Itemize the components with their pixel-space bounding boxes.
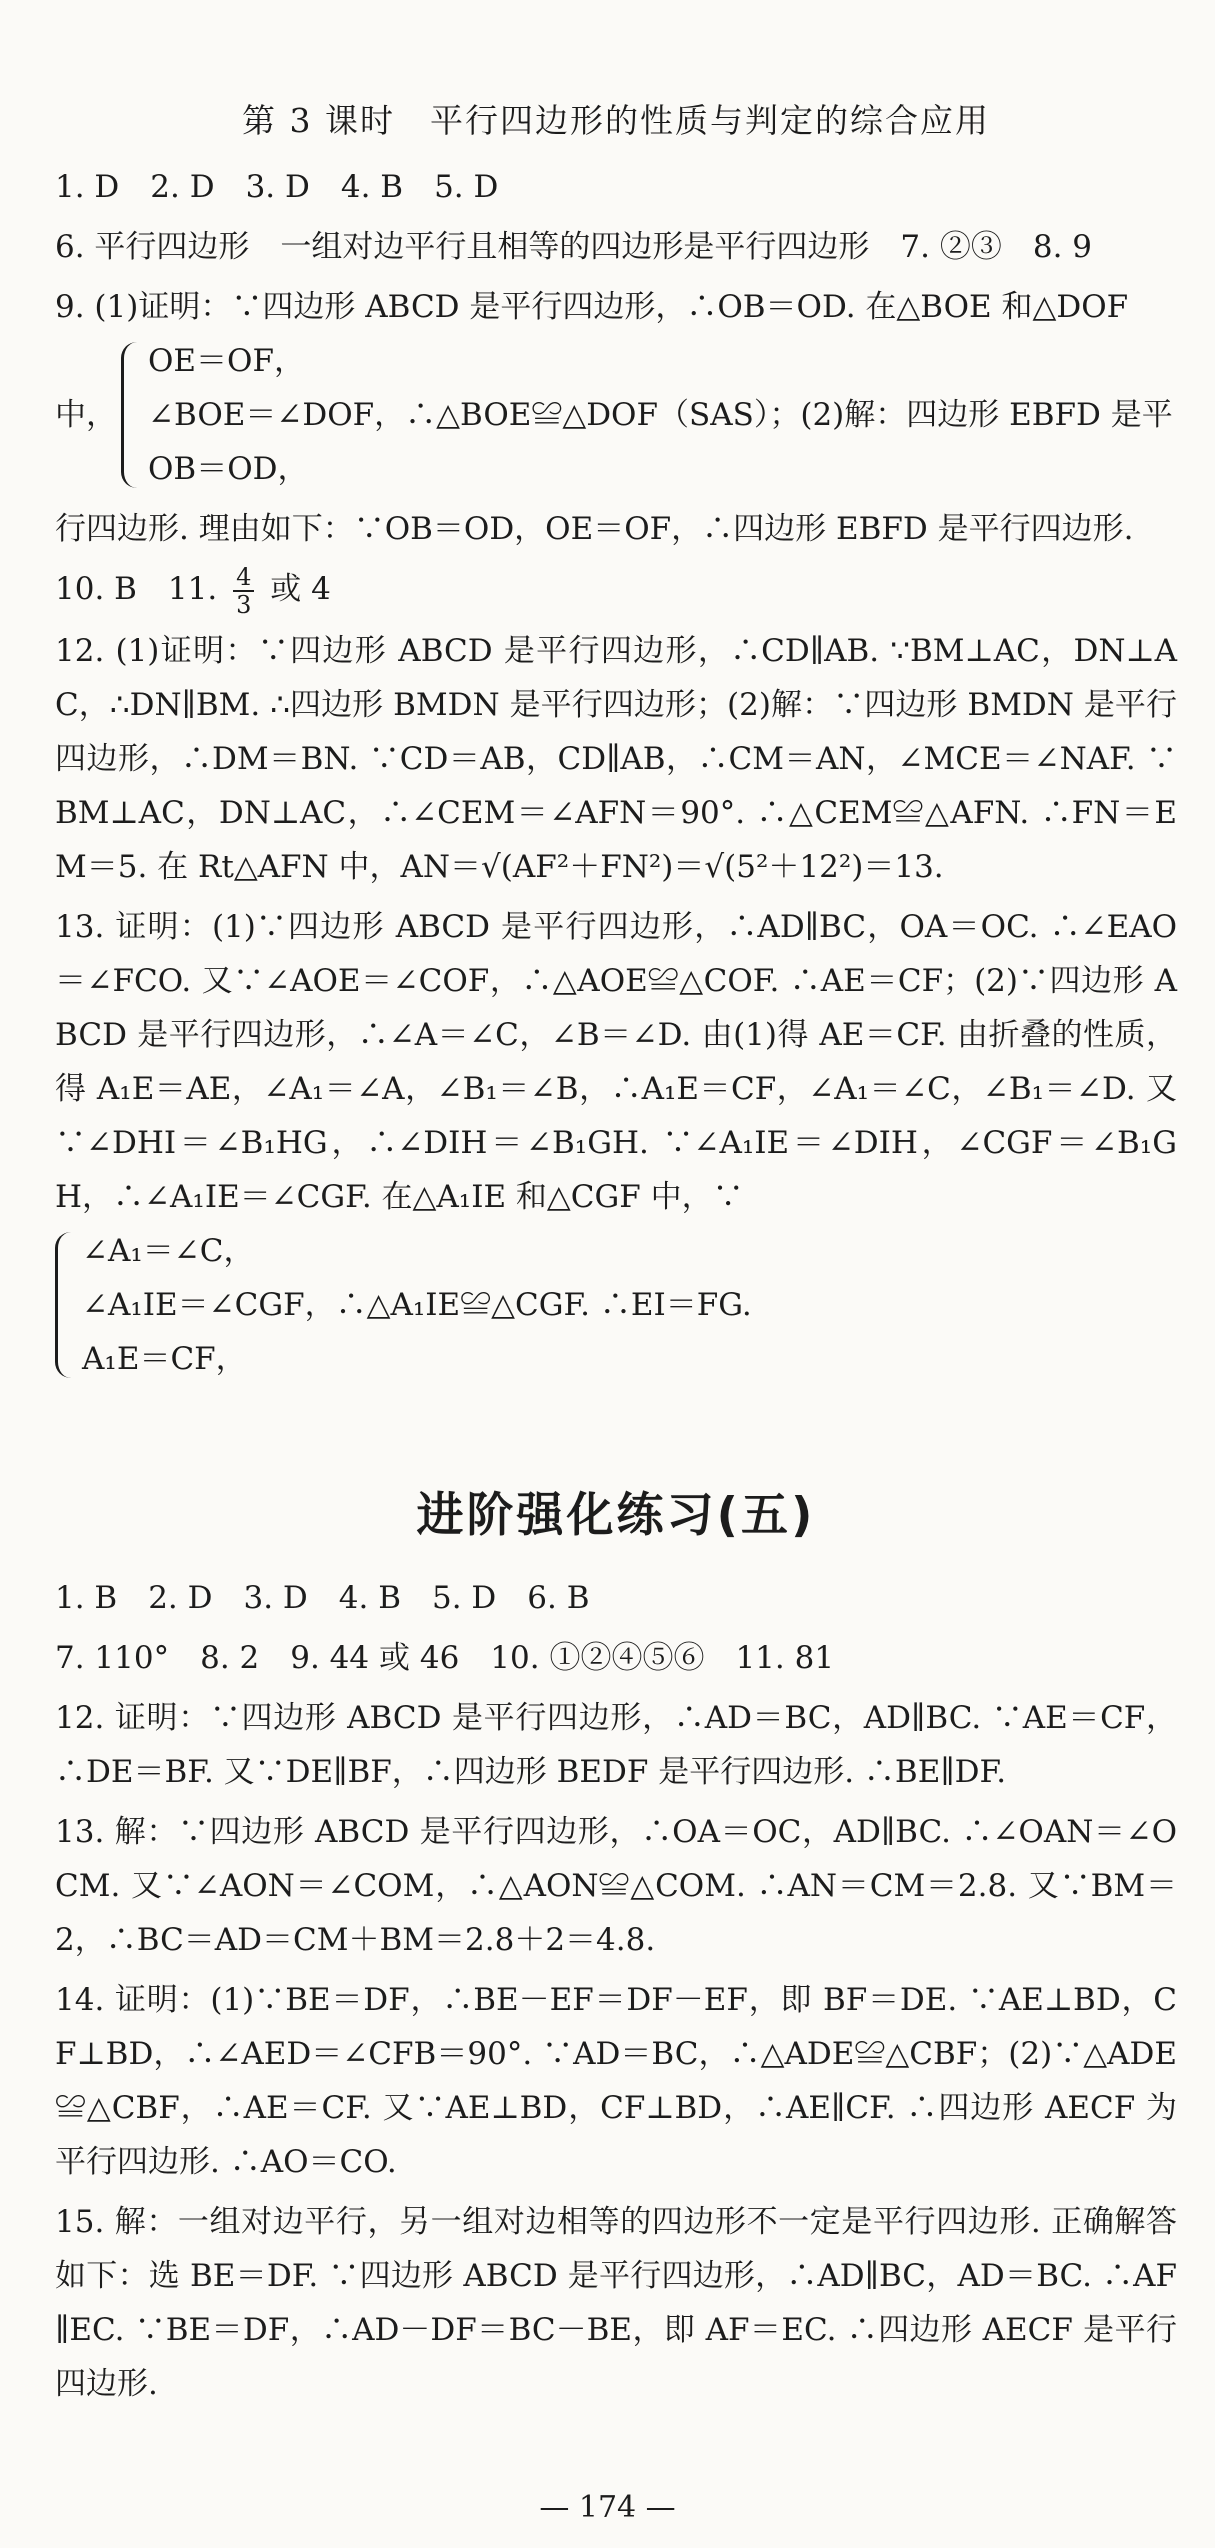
practice-q15: 15. 解：一组对边平行，另一组对边相等的四边形不一定是平行四边形. 正确解答如下：选 BE＝DF. ∵四边形 ABCD 是平行四边形，∴AD∥BC，AD＝BC. ∴AF∥EC. ∵BE＝DF，∴AD－DF＝BC－BE，即 AF＝EC. ∴四边形 AECF 是平行四边形.	[55, 2203, 1177, 2402]
q13-solution: 13. 证明：(1)∵四边形 ABCD 是平行四边形，∴AD∥BC，OA＝OC. ∴∠EAO＝∠FCO. 又∵∠AOE＝∠COF，∴△AOE≌△COF. ∴AE＝CF；(2)∵四边形 ABCD 是平行四边形，∴∠A＝∠C，∠B＝∠D. 由(1)得 AE＝CF. 由折叠的性质，得 A₁E＝AE，∠A₁＝∠A，∠B₁＝∠B，∴A₁E＝CF，∠A₁＝∠C，∠B₁＝∠D. 又∵∠DHI＝∠B₁HG，∴∠DIH＝∠B₁GH. ∵∠A₁IE＝∠DIH，∠CGF＝∠B₁GH，∴∠A₁IE＝∠CGF. 在△A₁IE 和△CGF 中，∵	[55, 908, 1177, 1215]
fraction: $\frac{4}{3}$	[233, 564, 254, 618]
section-heading: 进阶强化练习(五)	[416, 1487, 816, 1543]
q9-conclusion: 行四边形. 理由如下：∵OB＝OD，OE＝OF，∴四边形 EBFD 是平行四边形.	[55, 511, 1134, 547]
q13-conditions	[82, 1224, 752, 1386]
q9-condition-2: ∠BOE＝∠DOF，∴△BOE≌△DOF（SAS）；(2)解：四边形 EBFD 是平	[148, 397, 1173, 433]
practice-answers-7-11: 7. 110° 8. 2 9. 44 或 46 10. ①②④⑤⑥ 11. 81	[55, 1639, 835, 1676]
q9-conditions	[148, 334, 1177, 496]
q9-system	[55, 334, 1177, 496]
practice-q14: 14. 证明：(1)∵BE＝DF，∴BE－EF＝DF－EF，即 BF＝DE. ∵AE⊥BD，CF⊥BD，∴∠AED＝∠CFB＝90°. ∵AD＝BC，∴△ADE≌△CBF；(2)∵△ADE≌△CBF，∴AE＝CF. 又∵AE⊥BD，CF⊥BD，∴AE∥CF. ∴四边形 AECF 为平行四边形. ∴AO＝CO.	[55, 1981, 1177, 2180]
q9-lead: 中，	[55, 397, 117, 433]
practice-q12: 12. 证明：∵四边形 ABCD 是平行四边形，∴AD＝BC，AD∥BC. ∵AE＝CF，∴DE＝BF. 又∵DE∥BF，∴四边形 BEDF 是平行四边形. ∴BE∥DF.	[55, 1699, 1177, 1790]
left-brace	[55, 1232, 76, 1378]
q12-solution: 12. (1)证明：∵四边形 ABCD 是平行四边形，∴CD∥AB. ∵BM⊥AC，DN⊥AC，∴DN∥BM. ∴四边形 BMDN 是平行四边形；(2)解：∵四边形 BMDN 是平行四边形，∴DM＝BN. ∵CD＝AB，CD∥AB，∴CM＝AN，∠MCE＝∠NAF. ∵BM⊥AC，DN⊥AC，∴∠CEM＝∠AFN＝90°. ∴△CEM≌△AFN. ∴FN＝EM＝5. 在 Rt△AFN 中，AN＝√(AF²＋FN²)＝√(5²＋12²)＝13.	[55, 632, 1177, 885]
practice-answers-1-6: 1. B 2. D 3. D 4. B 5. D 6. B	[55, 1579, 590, 1616]
answers-6-8: 6. 平行四边形 一组对边平行且相等的四边形是平行四边形 7. ②③ 8. 9	[55, 229, 1093, 265]
left-brace	[121, 342, 142, 488]
answers-10-11: 10. B 11. $\frac{4}{3}$ 或 4	[55, 562, 331, 619]
answers-1-5: 1. D 2. D 3. D 4. B 5. D	[55, 169, 499, 205]
practice-q13: 13. 解：∵四边形 ABCD 是平行四边形，∴OA＝OC，AD∥BC. ∴∠OAN＝∠OCM. 又∵∠AON＝∠COM，∴△AON≌△COM. ∴AN＝CM＝2.8. 又∵BM＝2，∴BC＝AD＝CM＋BM＝2.8＋2＝4.8.	[55, 1813, 1177, 1958]
q9-condition-1: OE＝OF，	[148, 343, 305, 379]
q9-intro: 9. (1)证明：∵四边形 ABCD 是平行四边形，∴OB＝OD. 在△BOE 和△DOF	[55, 289, 1129, 325]
q13-condition-3: A₁E＝CF，	[82, 1340, 247, 1377]
q13-system	[55, 1224, 1177, 1386]
q9-condition-3: OB＝OD，	[148, 451, 309, 487]
q13-condition-1: ∠A₁＝∠C，	[82, 1232, 255, 1269]
page-number: — 174 —	[539, 2490, 676, 2525]
lesson-subtitle: 第 3 课时 平行四边形的性质与判定的综合应用	[242, 101, 990, 140]
q13-condition-2: ∠A₁IE＝∠CGF，∴△A₁IE≌△CGF. ∴EI＝FG.	[82, 1286, 752, 1323]
